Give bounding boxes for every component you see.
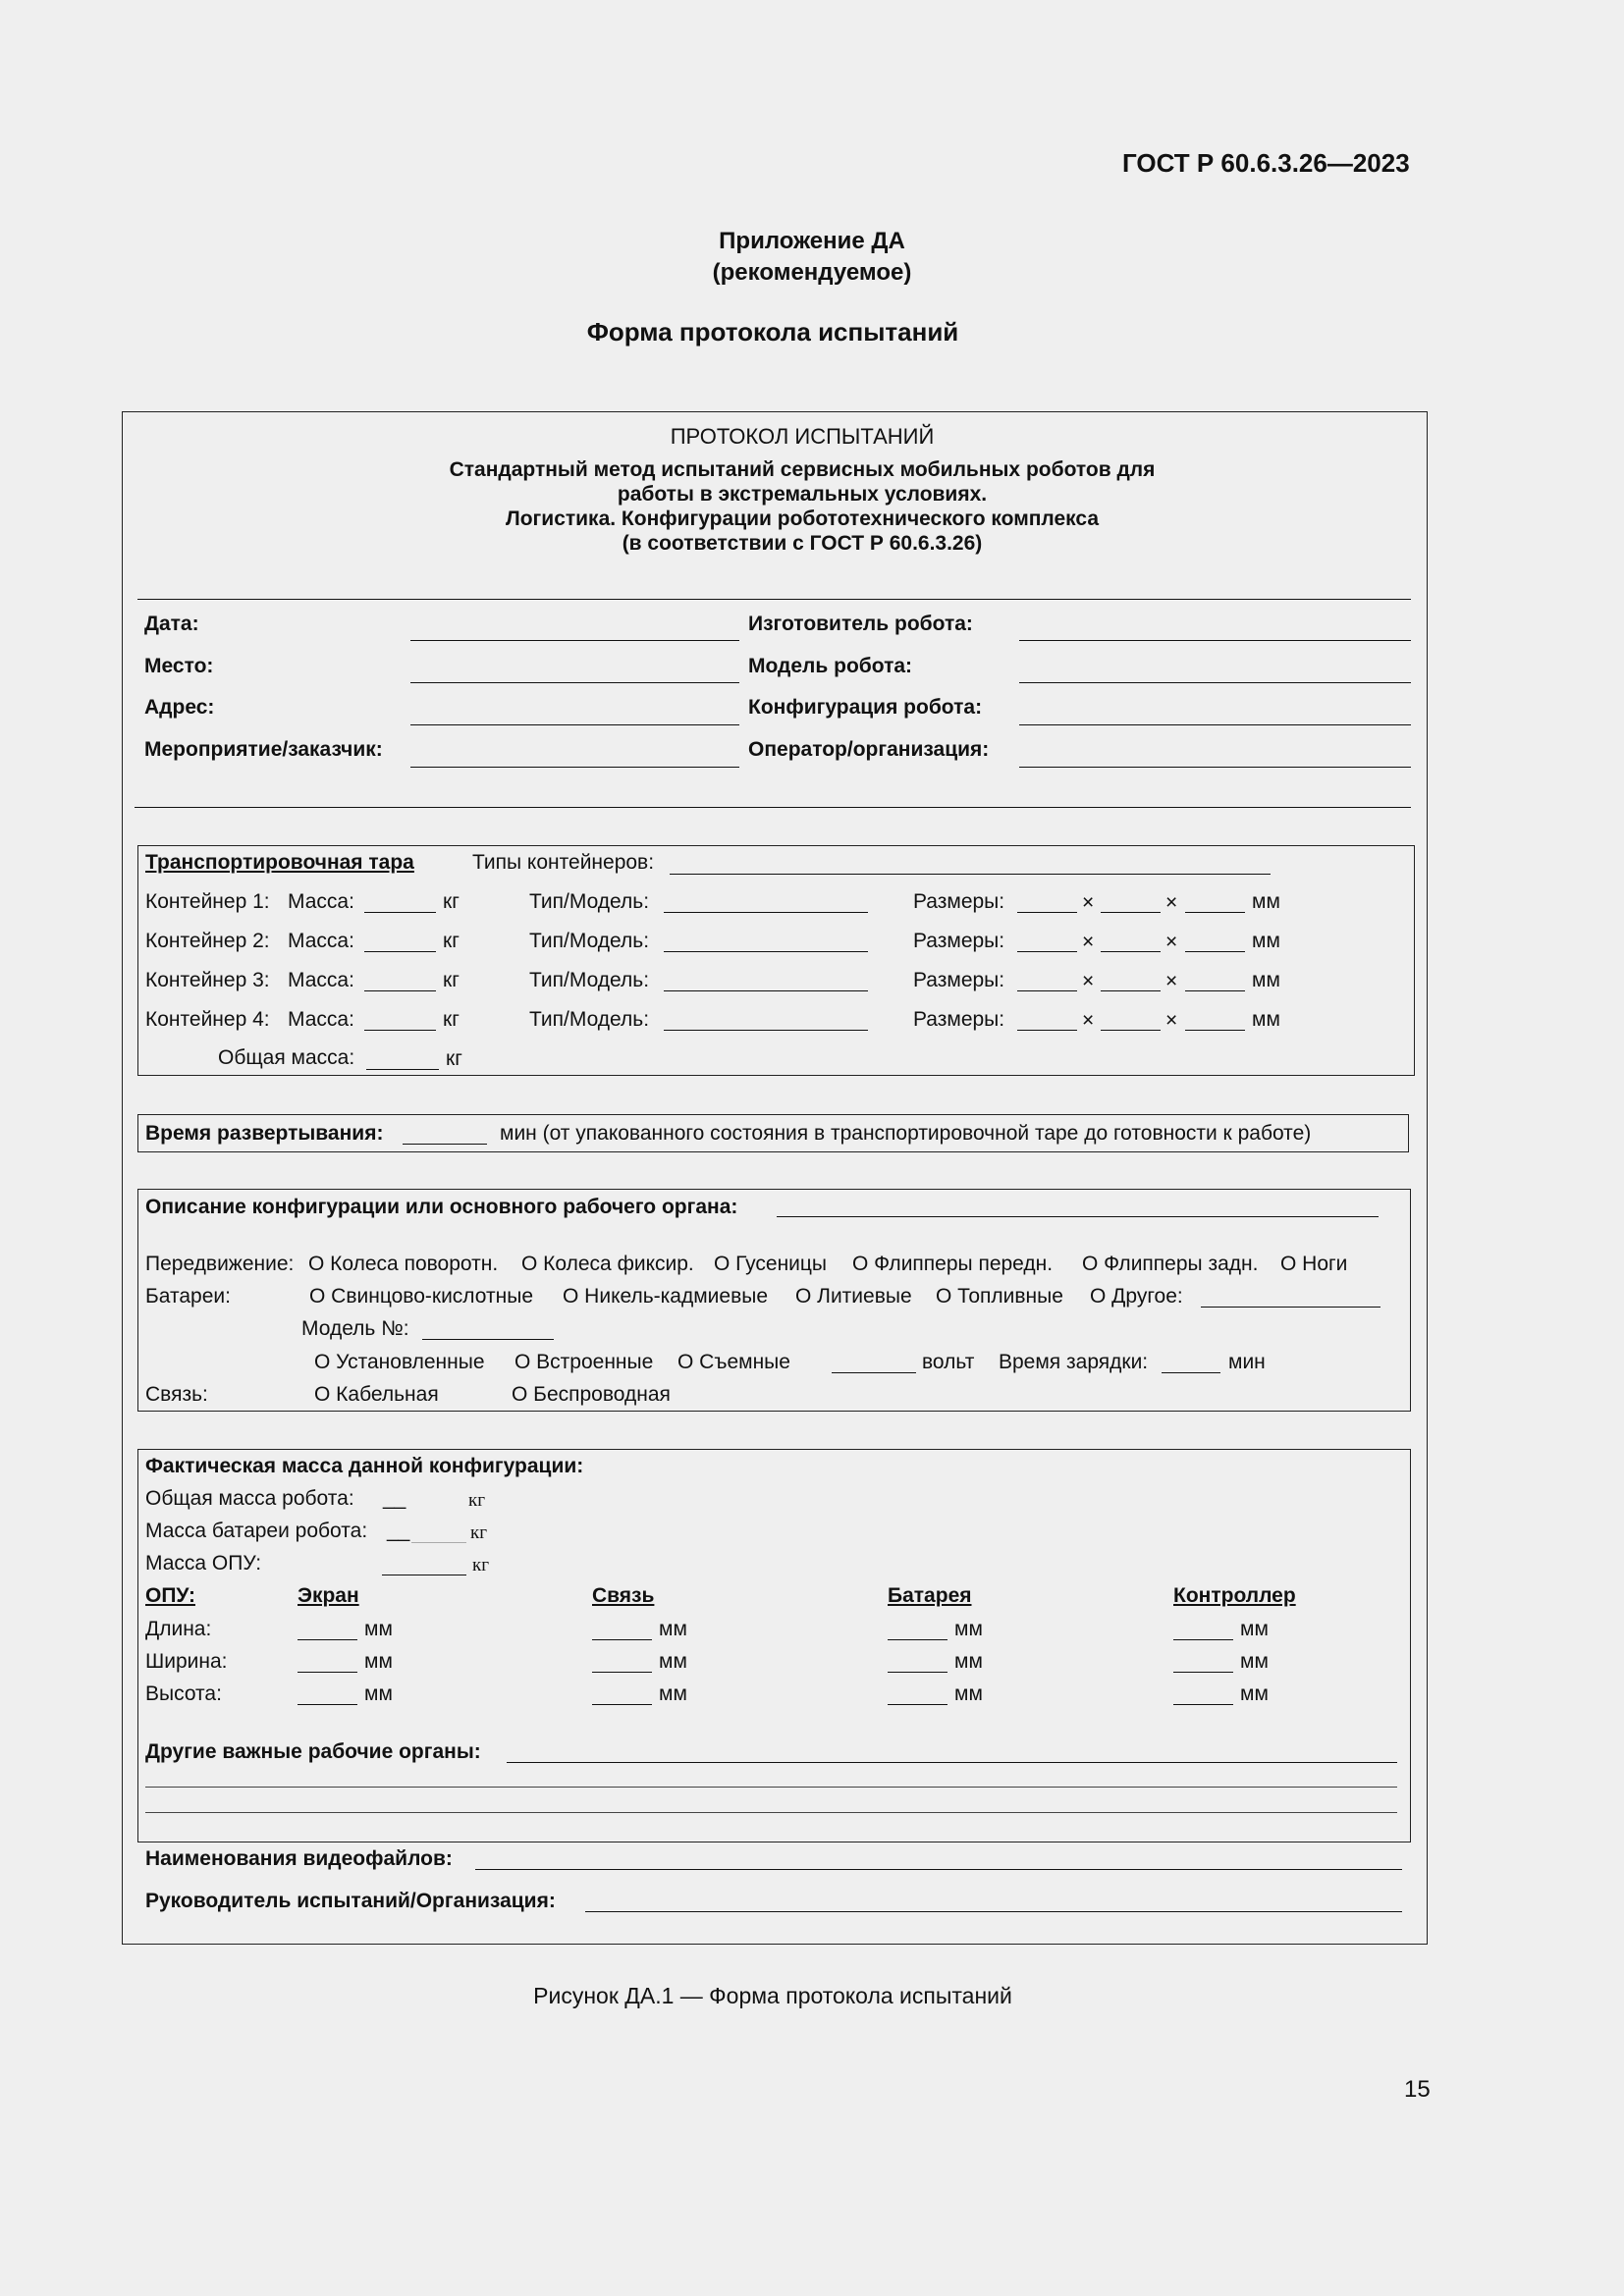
place-label: Место: bbox=[144, 655, 214, 677]
battery-mass-field[interactable] bbox=[411, 1542, 466, 1543]
mm-unit: мм bbox=[659, 1650, 687, 1673]
operator-label: Оператор/организация: bbox=[748, 738, 990, 761]
size-field[interactable] bbox=[1017, 951, 1077, 952]
other-organs-label: Другие важные рабочие органы: bbox=[145, 1740, 481, 1763]
charge-time-field[interactable] bbox=[1162, 1372, 1220, 1373]
container-label: Контейнер 2: bbox=[145, 930, 270, 952]
container-label: Контейнер 1: bbox=[145, 890, 270, 913]
figure-caption: Рисунок ДА.1 — Форма протокола испытаний bbox=[533, 1983, 1012, 2008]
configuration-field[interactable] bbox=[1019, 724, 1411, 725]
battery-option[interactable]: O Литиевые bbox=[795, 1285, 912, 1308]
type-model-field[interactable] bbox=[664, 912, 868, 913]
times-sign: × bbox=[1165, 1009, 1178, 1032]
config-field[interactable] bbox=[777, 1216, 1379, 1217]
other-organs-line[interactable] bbox=[145, 1787, 1397, 1788]
transport-title: Транспортировочная тара bbox=[145, 851, 414, 874]
mm-unit: мм bbox=[1240, 1618, 1269, 1640]
divider bbox=[137, 599, 1411, 600]
appendix-heading: Форма протокола испытаний bbox=[586, 317, 959, 347]
volt-unit: вольт bbox=[922, 1351, 975, 1373]
mass-field[interactable] bbox=[364, 912, 436, 913]
movement-option[interactable]: O Флипперы задн. bbox=[1082, 1253, 1259, 1275]
movement-option[interactable]: O Ноги bbox=[1280, 1253, 1348, 1275]
opu-mass-label: Масса ОПУ: bbox=[145, 1552, 262, 1575]
dimension-field[interactable] bbox=[298, 1639, 357, 1640]
type-model-label: Тип/Модель: bbox=[529, 930, 650, 952]
model-no-label: Модель №: bbox=[301, 1317, 409, 1340]
kg-unit: кг bbox=[472, 1555, 490, 1575]
battery-mass-label: Масса батареи робота: bbox=[145, 1520, 368, 1542]
row-label-width: Ширина: bbox=[145, 1650, 228, 1673]
type-model-label: Тип/Модель: bbox=[529, 969, 650, 991]
test-head-label: Руководитель испытаний/Организация: bbox=[145, 1890, 556, 1912]
mm-unit: мм bbox=[659, 1618, 687, 1640]
appendix-subtitle: (рекомендуемое) bbox=[712, 259, 912, 286]
times-sign: × bbox=[1165, 931, 1178, 953]
sizes-label: Размеры: bbox=[913, 969, 1005, 991]
battery-option[interactable]: O Топливные bbox=[936, 1285, 1063, 1308]
protocol-desc-4: (в соответствии с ГОСТ Р 60.6.3.26) bbox=[622, 532, 983, 555]
column-header-comm: Связь bbox=[592, 1584, 655, 1607]
total-robot-mass-label: Общая масса робота: bbox=[145, 1487, 354, 1510]
mm-unit: мм bbox=[364, 1650, 393, 1673]
other-organs-field[interactable] bbox=[507, 1762, 1397, 1763]
config-title: Описание конфигурации или основного рабочего органа: bbox=[145, 1196, 738, 1218]
dimension-field[interactable] bbox=[1173, 1639, 1233, 1640]
date-label: Дата: bbox=[144, 613, 199, 635]
kg-unit: кг bbox=[446, 1047, 462, 1070]
mm-unit: мм bbox=[1252, 890, 1280, 913]
deploy-time-field[interactable] bbox=[403, 1144, 487, 1145]
other-organs-line[interactable] bbox=[145, 1812, 1397, 1813]
times-sign: × bbox=[1082, 931, 1095, 953]
deploy-label: Время развертывания: bbox=[145, 1122, 384, 1145]
type-model-field[interactable] bbox=[664, 951, 868, 952]
kg-unit: кг bbox=[443, 890, 460, 913]
comm-option[interactable]: O Беспроводная bbox=[512, 1383, 671, 1406]
model-no-field[interactable] bbox=[422, 1339, 554, 1340]
address-field[interactable] bbox=[410, 724, 739, 725]
configuration-label: Конфигурация робота: bbox=[748, 696, 983, 719]
mass-label: Масса: bbox=[288, 890, 354, 913]
charge-time-label: Время зарядки: bbox=[999, 1351, 1149, 1373]
mass-label: Масса: bbox=[288, 969, 354, 991]
deploy-text: мин (от упакованного состояния в транспортировочной таре до готовности к работе) bbox=[500, 1122, 1312, 1145]
dimension-field[interactable] bbox=[592, 1672, 652, 1673]
kg-unit: кг bbox=[468, 1490, 486, 1511]
mm-unit: мм bbox=[1252, 1008, 1280, 1031]
place-field[interactable] bbox=[410, 682, 739, 683]
manufacturer-field[interactable] bbox=[1019, 640, 1411, 641]
mm-unit: мм bbox=[1240, 1650, 1269, 1673]
battery-label: Батареи: bbox=[145, 1285, 231, 1308]
column-header-controller: Контроллер bbox=[1173, 1584, 1296, 1607]
movement-option[interactable]: O Колеса фиксир. bbox=[521, 1253, 694, 1275]
type-model-label: Тип/Модель: bbox=[529, 890, 650, 913]
battery-option[interactable]: O Никель-кадмиевые bbox=[563, 1285, 769, 1308]
video-files-label: Наименования видеофайлов: bbox=[145, 1847, 453, 1870]
mass-label: Масса: bbox=[288, 1008, 354, 1031]
mm-unit: мм bbox=[1252, 969, 1280, 991]
kg-unit: кг bbox=[470, 1522, 488, 1543]
date-field[interactable] bbox=[410, 640, 739, 641]
test-head-field[interactable] bbox=[585, 1911, 1402, 1912]
movement-label: Передвижение: bbox=[145, 1253, 295, 1275]
dimension-field[interactable] bbox=[1173, 1704, 1233, 1705]
mount-option[interactable]: O Установленные bbox=[314, 1351, 485, 1373]
event-field[interactable] bbox=[410, 767, 739, 768]
appendix-title: Приложение ДА bbox=[719, 228, 905, 254]
size-field[interactable] bbox=[1101, 1030, 1161, 1031]
mount-option[interactable]: O Встроенные bbox=[514, 1351, 654, 1373]
size-field[interactable] bbox=[1101, 990, 1161, 991]
page-number: 15 bbox=[1404, 2076, 1431, 2103]
sizes-label: Размеры: bbox=[913, 930, 1005, 952]
battery-option[interactable]: O Другое: bbox=[1090, 1285, 1183, 1308]
size-field[interactable] bbox=[1017, 1030, 1077, 1031]
sizes-label: Размеры: bbox=[913, 1008, 1005, 1031]
dimension-field[interactable] bbox=[888, 1639, 947, 1640]
comm-label: Связь: bbox=[145, 1383, 208, 1406]
address-label: Адрес: bbox=[144, 696, 215, 719]
total-robot-mass-field[interactable]: __ bbox=[383, 1487, 406, 1510]
divider bbox=[135, 807, 1411, 808]
mount-option[interactable]: O Съемные bbox=[677, 1351, 790, 1373]
movement-option[interactable]: O Колеса поворотн. bbox=[308, 1253, 499, 1275]
protocol-title: ПРОТОКОЛ ИСПЫТАНИЙ bbox=[670, 424, 935, 449]
transport-section bbox=[137, 845, 1415, 1076]
dimension-field[interactable] bbox=[888, 1672, 947, 1673]
dimension-field[interactable] bbox=[888, 1704, 947, 1705]
video-files-field[interactable] bbox=[475, 1869, 1402, 1870]
dimension-field[interactable] bbox=[592, 1704, 652, 1705]
column-header-screen: Экран bbox=[298, 1584, 359, 1607]
container-label: Контейнер 4: bbox=[145, 1008, 270, 1031]
kg-unit: кг bbox=[443, 969, 460, 991]
dimension-field[interactable] bbox=[298, 1672, 357, 1673]
mass-field[interactable] bbox=[364, 951, 436, 952]
row-label-length: Длина: bbox=[145, 1618, 212, 1640]
opu-label: ОПУ: bbox=[145, 1584, 195, 1607]
container-types-label: Типы контейнеров: bbox=[472, 851, 655, 874]
times-sign: × bbox=[1082, 891, 1095, 914]
type-model-field[interactable] bbox=[664, 990, 868, 991]
size-field[interactable] bbox=[1101, 951, 1161, 952]
protocol-desc-3: Логистика. Конфигурации робототехнического комплекса bbox=[505, 507, 1100, 530]
mm-unit: мм bbox=[954, 1650, 983, 1673]
event-label: Мероприятие/заказчик: bbox=[144, 738, 383, 761]
protocol-desc-1: Стандартный метод испытаний сервисных мобильных роботов для bbox=[449, 458, 1156, 481]
mass-field[interactable] bbox=[364, 990, 436, 991]
size-field[interactable] bbox=[1185, 1030, 1245, 1031]
size-field[interactable] bbox=[1017, 990, 1077, 991]
column-header-battery: Батарея bbox=[888, 1584, 972, 1607]
mass-title: Фактическая масса данной конфигурации: bbox=[145, 1455, 584, 1477]
volt-field[interactable] bbox=[832, 1372, 916, 1373]
battery-option[interactable]: O Свинцово-кислотные bbox=[309, 1285, 533, 1308]
movement-option[interactable]: O Флипперы передн. bbox=[852, 1253, 1054, 1275]
times-sign: × bbox=[1082, 970, 1095, 992]
row-label-height: Высота: bbox=[145, 1682, 222, 1705]
container-types-field[interactable] bbox=[670, 874, 1271, 875]
times-sign: × bbox=[1165, 891, 1178, 914]
battery-mass-dash: __ bbox=[387, 1520, 410, 1542]
kg-unit: кг bbox=[443, 930, 460, 952]
container-label: Контейнер 3: bbox=[145, 969, 270, 991]
total-mass-field[interactable] bbox=[366, 1069, 439, 1070]
dimension-field[interactable] bbox=[1173, 1672, 1233, 1673]
mm-unit: мм bbox=[1252, 930, 1280, 952]
size-field[interactable] bbox=[1101, 912, 1161, 913]
size-field[interactable] bbox=[1185, 951, 1245, 952]
model-field[interactable] bbox=[1019, 682, 1411, 683]
times-sign: × bbox=[1082, 1009, 1095, 1032]
mm-unit: мм bbox=[954, 1682, 983, 1705]
size-field[interactable] bbox=[1017, 912, 1077, 913]
mass-label: Масса: bbox=[288, 930, 354, 952]
mass-field[interactable] bbox=[364, 1030, 436, 1031]
mm-unit: мм bbox=[1240, 1682, 1269, 1705]
manufacturer-label: Изготовитель робота: bbox=[748, 613, 973, 635]
total-mass-label: Общая масса: bbox=[218, 1046, 355, 1069]
standard-number: ГОСТ Р 60.6.3.26—2023 bbox=[1122, 148, 1410, 178]
comm-option[interactable]: O Кабельная bbox=[314, 1383, 439, 1406]
min-unit: мин bbox=[1228, 1351, 1266, 1373]
mm-unit: мм bbox=[364, 1682, 393, 1705]
type-model-label: Тип/Модель: bbox=[529, 1008, 650, 1031]
operator-field[interactable] bbox=[1019, 767, 1411, 768]
battery-other-field[interactable] bbox=[1201, 1307, 1380, 1308]
size-field[interactable] bbox=[1185, 990, 1245, 991]
mm-unit: мм bbox=[954, 1618, 983, 1640]
type-model-field[interactable] bbox=[664, 1030, 868, 1031]
dimension-field[interactable] bbox=[592, 1639, 652, 1640]
dimension-field[interactable] bbox=[298, 1704, 357, 1705]
size-field[interactable] bbox=[1185, 912, 1245, 913]
movement-option[interactable]: O Гусеницы bbox=[714, 1253, 828, 1275]
mm-unit: мм bbox=[364, 1618, 393, 1640]
mm-unit: мм bbox=[659, 1682, 687, 1705]
times-sign: × bbox=[1165, 970, 1178, 992]
kg-unit: кг bbox=[443, 1008, 460, 1031]
sizes-label: Размеры: bbox=[913, 890, 1005, 913]
protocol-desc-2: работы в экстремальных условиях. bbox=[617, 483, 988, 506]
model-label: Модель робота: bbox=[748, 655, 913, 677]
